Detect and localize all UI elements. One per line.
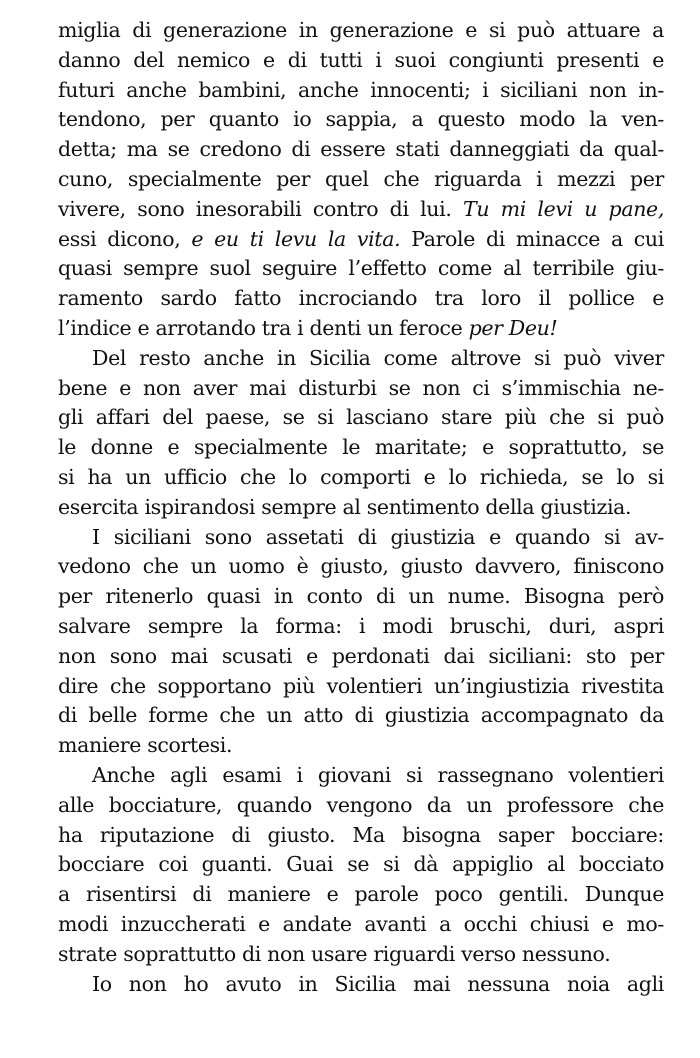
text-run: le donne e specialmente le maritate; e soprattutto, se bbox=[58, 435, 664, 460]
text-run: tendono, per quanto io sappia, a questo modo la ven- bbox=[58, 107, 664, 132]
text-line bbox=[58, 940, 664, 970]
text-line bbox=[58, 970, 664, 1000]
text-run: l’indice e arrotando tra i denti un feroce bbox=[58, 315, 469, 340]
text-line bbox=[58, 850, 664, 880]
text-run: quasi sempre suol seguire l’effetto come al terribile giu- bbox=[58, 256, 664, 281]
text-run: cuno, specialmente per quel che riguarda i mezzi per bbox=[58, 166, 664, 191]
text-run: non sono mai scusati e perdonati dai siciliani: sto per bbox=[58, 643, 664, 668]
text-run: di belle forme che un atto di giustizia accompagnato da bbox=[58, 703, 664, 728]
text-run: miglia di generazione in generazione e si può attuare a bbox=[58, 18, 664, 42]
text-run: vedono che un uomo è giusto, giusto davvero, finiscono bbox=[58, 554, 664, 579]
text-line bbox=[58, 821, 664, 851]
text-line bbox=[58, 582, 664, 612]
text-run: danno del nemico e di tutti i suoi congiunti presenti e bbox=[58, 47, 664, 72]
text-run: maniere scortesi. bbox=[58, 733, 233, 758]
text-run: si ha un ufficio che lo comporti e lo richieda, se lo si bbox=[58, 464, 664, 489]
text-run: vivere, sono inesorabili contro di lui. bbox=[58, 196, 463, 221]
text-line bbox=[58, 284, 664, 314]
text-line bbox=[58, 76, 664, 106]
text-run: alle bocciature, quando vengono da un professore che bbox=[58, 792, 664, 817]
italic-phrase: per Deu! bbox=[468, 315, 558, 340]
body-text bbox=[58, 16, 664, 999]
text-run: ramento sardo fatto incrociando tra loro il pollice e bbox=[58, 286, 664, 311]
text-run: ha riputazione di giusto. Ma bisogna saper bocciare: bbox=[58, 822, 664, 847]
text-line bbox=[58, 880, 664, 910]
text-run: Del resto anche in Sicilia come altrove si può viver bbox=[92, 345, 664, 370]
text-line bbox=[58, 552, 664, 582]
text-line bbox=[58, 493, 664, 523]
text-line bbox=[58, 701, 664, 731]
text-line bbox=[58, 523, 664, 553]
text-run: Parole di minacce a cui bbox=[400, 226, 664, 251]
text-line bbox=[58, 374, 664, 404]
text-line bbox=[58, 761, 664, 791]
text-line bbox=[58, 612, 664, 642]
text-run: strate soprattutto di non usare riguardi verso nessuno. bbox=[58, 941, 611, 966]
text-line bbox=[58, 433, 664, 463]
text-run: essi dicono, bbox=[58, 226, 192, 251]
text-line bbox=[58, 195, 664, 225]
text-run: salvare sempre la forma: i modi bruschi, duri, aspri bbox=[58, 613, 664, 638]
text-line bbox=[58, 910, 664, 940]
text-run: dire che sopportano più volentieri un’ingiustizia rivestita bbox=[58, 673, 664, 698]
text-line bbox=[58, 254, 664, 284]
text-run: detta; ma se credono di essere stati danneggiati da qual- bbox=[58, 137, 664, 162]
text-run: bocciare coi guanti. Guai se si dà appiglio al bocciato bbox=[58, 852, 664, 877]
text-line bbox=[58, 225, 664, 255]
text-run: bene e non aver mai disturbi se non ci s’immischia ne- bbox=[58, 375, 664, 400]
text-line bbox=[58, 344, 664, 374]
text-line bbox=[58, 165, 664, 195]
text-run: gli affari del paese, se si lasciano stare più che si può bbox=[58, 405, 664, 430]
text-line bbox=[58, 105, 664, 135]
text-run: esercita ispirandosi sempre al sentimento della giustizia. bbox=[58, 494, 632, 519]
text-line bbox=[58, 463, 664, 493]
text-run: Io non ho avuto in Sicilia mai nessuna noia agli bbox=[92, 971, 664, 996]
text-run: modi inzuccherati e andate avanti a occhi chiusi e mo- bbox=[58, 911, 664, 936]
text-run: futuri anche bambini, anche innocenti; i siciliani non in- bbox=[58, 77, 664, 102]
text-run: a risentirsi di maniere e parole poco gentili. Dunque bbox=[58, 882, 664, 907]
text-run: I siciliani sono assetati di giustizia e quando si av- bbox=[92, 524, 664, 549]
italic-phrase: e eu ti levu la vita. bbox=[191, 226, 401, 251]
text-line bbox=[58, 46, 664, 76]
italic-phrase: Tu mi levi u pane, bbox=[463, 196, 664, 221]
text-line bbox=[58, 314, 664, 344]
text-line bbox=[58, 16, 664, 46]
text-line bbox=[58, 135, 664, 165]
text-line bbox=[58, 731, 664, 761]
text-line bbox=[58, 672, 664, 702]
text-line bbox=[58, 791, 664, 821]
text-line bbox=[58, 642, 664, 672]
text-run: Anche agli esami i giovani si rassegnano volentieri bbox=[92, 762, 664, 787]
text-run: per ritenerlo quasi in conto di un nume. Bisogna però bbox=[58, 584, 664, 609]
text-line bbox=[58, 403, 664, 433]
